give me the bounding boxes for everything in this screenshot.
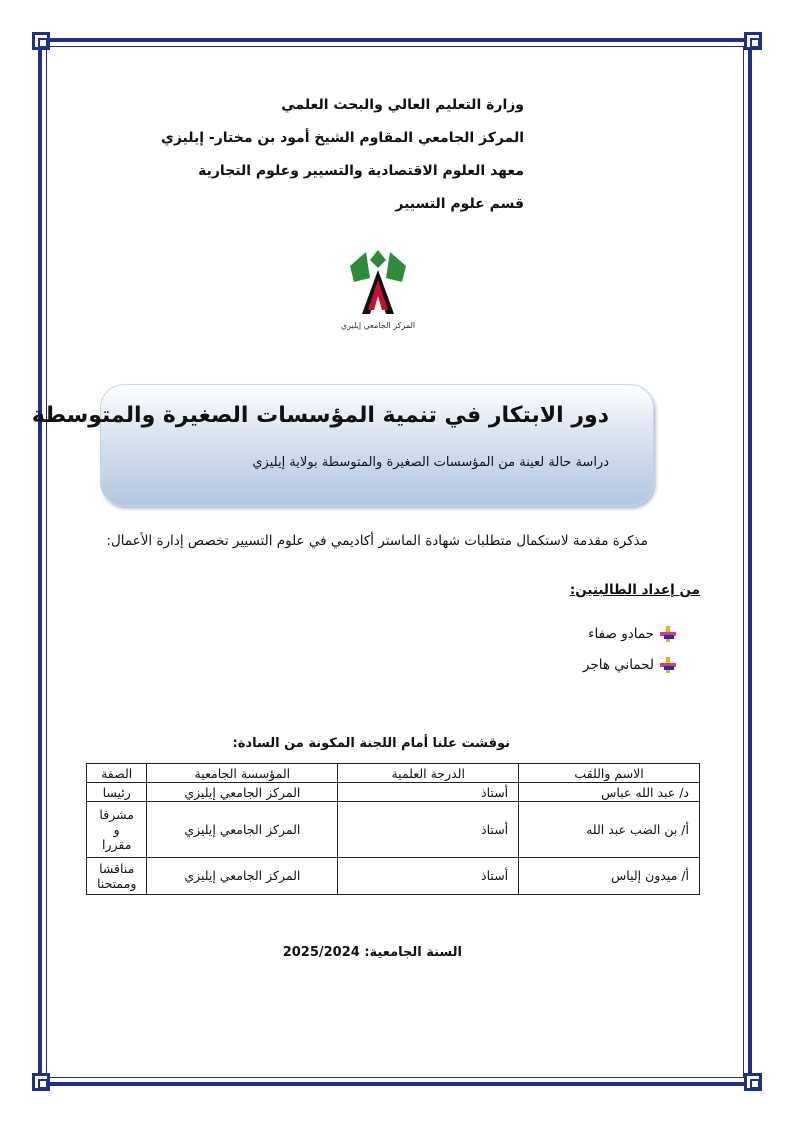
table-header-row [87, 764, 700, 783]
jury-role: مشرفا و مقررا [87, 802, 147, 857]
logo-left-leaf [350, 252, 370, 282]
frame-corner-bottom-right [744, 1073, 762, 1091]
column-header: المؤسسة الجامعية [147, 764, 338, 783]
thesis-title: دور الابتكار في تنمية المؤسسات الصغيرة والمتوسطة [31, 403, 609, 428]
academic-year: السنة الجامعية: 2025/2024 [282, 945, 462, 960]
jury-institution: المركز الجامعي إيليزي [147, 783, 338, 802]
ministry-line: وزارة التعليم العالي والبحث العلمي [281, 97, 524, 113]
university-center-logo [340, 248, 416, 334]
frame-corner-bottom-left [32, 1073, 50, 1091]
plus-bullet-icon [660, 657, 676, 673]
student-item [583, 657, 676, 673]
table-row [87, 783, 700, 802]
table-row [87, 857, 700, 894]
jury-name: أ/ ميدون إلياس [519, 857, 700, 894]
frame-corner-top-right [744, 32, 762, 50]
plus-bullet-icon [660, 626, 676, 642]
jury-institution: المركز الجامعي إيليزي [147, 802, 338, 857]
jury-institution: المركز الجامعي إيليزي [147, 857, 338, 894]
column-header: الصفة [87, 764, 147, 783]
department-line: قسم علوم التسيير [395, 196, 524, 212]
thesis-subtitle: دراسة حالة لعينة من المؤسسات الصغيرة والمتوسطة بولاية إيليزي [252, 455, 609, 470]
column-header: الاسم واللقب [519, 764, 700, 783]
jury-role: رئيسا [87, 783, 147, 802]
jury-name: أ/ بن الضب عبد الله [519, 802, 700, 857]
jury-name: د/ عبد الله عباس [519, 783, 700, 802]
student-name: لحماني هاجر [582, 657, 654, 673]
thesis-statement: مذكرة مقدمة لاستكمال متطلبات شهادة الماستر أكاديمي في علوم التسيير تخصص إدارة الأعمال: [106, 533, 648, 549]
logo-top-leaf [370, 250, 386, 268]
student-name: حمادو صفاء [588, 626, 654, 642]
jury-rank: أستاذ [338, 802, 519, 857]
jury-role: مناقشا وممتحنا [87, 857, 147, 894]
jury-rank: أستاذ [338, 783, 519, 802]
logo-right-leaf [386, 252, 406, 282]
institute-line: معهد العلوم الاقتصادية والتسيير وعلوم التجارية [198, 163, 524, 179]
university-center-line: المركز الجامعي المقاوم الشيخ أمود بن مختار- إيليزي [160, 130, 524, 146]
jury-rank: أستاذ [338, 857, 519, 894]
column-header: الدرجة العلمية [338, 764, 519, 783]
committee-intro: نوقشت علنا أمام اللجنة المكونة من السادة: [232, 736, 510, 751]
frame-corner-top-left [32, 32, 50, 50]
logo-caption: المركز الجامعي إيليزي [340, 321, 416, 330]
student-item [588, 626, 676, 642]
table-row [87, 802, 700, 857]
thesis-title-box [31, 384, 654, 506]
prepared-by-label: من إعداد الطالبتين: [569, 582, 700, 598]
jury-table [86, 763, 700, 895]
